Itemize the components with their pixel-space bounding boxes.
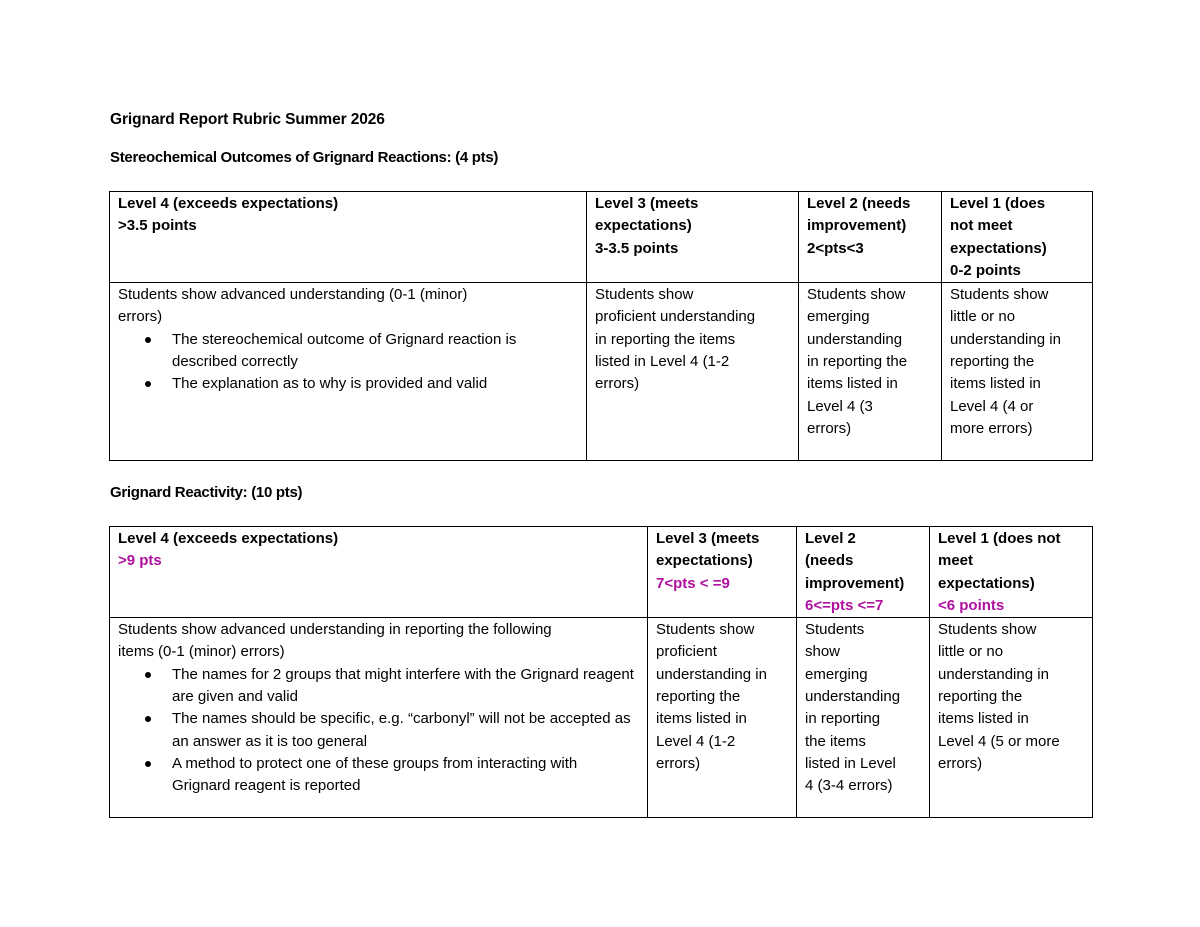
header-level-3 bbox=[648, 527, 797, 618]
criteria-text: Students show little or no understanding in reporting the items listed in Level 4 (4 or more errors) bbox=[950, 286, 1061, 437]
criteria-level-2 bbox=[797, 618, 930, 818]
header-row bbox=[110, 527, 1093, 618]
header-level-3 bbox=[587, 192, 799, 283]
document-title: Grignard Report Rubric Summer 2026 bbox=[110, 111, 385, 128]
level-label: Level 3 (meets expectations) bbox=[656, 530, 760, 570]
criteria-text: Students show emerging understanding in reporting the items listed in Level 4 (3-4 errors) bbox=[805, 621, 901, 795]
level-label: Level 4 (exceeds expectations) bbox=[118, 195, 339, 212]
section-heading-stereochemical: Stereochemical Outcomes of Grignard Reactions: (4 pts) bbox=[110, 149, 499, 166]
rubric-table-stereochemical bbox=[109, 191, 1093, 461]
criteria-list bbox=[118, 329, 578, 396]
level-label: Level 2 (needs improvement) bbox=[805, 530, 905, 592]
criteria-text: Students show emerging understanding in reporting the items listed in Level 4 (3 errors) bbox=[807, 286, 908, 437]
criteria-level-1 bbox=[942, 283, 1093, 461]
criteria-level-3 bbox=[587, 283, 799, 461]
rubric-table-reactivity bbox=[109, 526, 1093, 818]
header-level-2 bbox=[797, 527, 930, 618]
criteria-level-2 bbox=[799, 283, 942, 461]
criteria-intro: Students show advanced understanding in reporting the following items (0-1 (minor) errors) bbox=[118, 621, 552, 661]
header-level-1 bbox=[930, 527, 1093, 618]
criteria-list bbox=[118, 664, 639, 798]
criteria-text: Students show little or no understanding in reporting the items listed in Level 4 (5 or more errors) bbox=[938, 621, 1060, 772]
criteria-item: The names should be specific, e.g. “carbonyl” will not be accepted as an answer as it is too general bbox=[172, 708, 639, 753]
header-level-4 bbox=[110, 192, 587, 283]
criteria-intro: Students show advanced understanding (0-1 (minor) errors) bbox=[118, 286, 468, 326]
level-label: Level 4 (exceeds expectations) bbox=[118, 530, 339, 547]
points-label: >3.5 points bbox=[118, 217, 197, 235]
points-label: 2<pts<3 bbox=[807, 239, 864, 257]
header-level-2 bbox=[799, 192, 942, 283]
criteria-item: The stereochemical outcome of Grignard reaction is described correctly bbox=[172, 329, 578, 374]
criteria-item: The explanation as to why is provided and valid bbox=[172, 373, 578, 395]
criteria-level-4 bbox=[110, 283, 587, 461]
header-row bbox=[110, 192, 1093, 283]
criteria-item: The names for 2 groups that might interfere with the Grignard reagent are given and valid bbox=[172, 664, 639, 709]
criteria-item: A method to protect one of these groups from interacting with Grignard reagent is reported bbox=[172, 753, 639, 798]
level-label: Level 1 (does not meet expectations) bbox=[938, 530, 1061, 592]
section-heading-reactivity: Grignard Reactivity: (10 pts) bbox=[110, 484, 303, 501]
level-label: Level 1 (does not meet expectations) bbox=[950, 195, 1047, 257]
points-label: 3-3.5 points bbox=[595, 239, 679, 257]
points-label: 6<=pts <=7 bbox=[805, 596, 884, 614]
points-label: <6 points bbox=[938, 596, 1005, 614]
criteria-text: Students show proficient understanding in reporting the items listed in Level 4 (1-2 errors) bbox=[595, 286, 756, 393]
points-label: 0-2 points bbox=[950, 261, 1021, 279]
criteria-level-1 bbox=[930, 618, 1093, 818]
criteria-row bbox=[110, 618, 1093, 818]
points-label: 7<pts < =9 bbox=[656, 574, 730, 592]
criteria-text: Students show proficient understanding in reporting the items listed in Level 4 (1-2 errors) bbox=[656, 621, 767, 772]
criteria-level-4 bbox=[110, 618, 648, 818]
level-label: Level 2 (needs improvement) bbox=[807, 195, 911, 235]
criteria-level-3 bbox=[648, 618, 797, 818]
criteria-row bbox=[110, 283, 1093, 461]
header-level-4 bbox=[110, 527, 648, 618]
level-label: Level 3 (meets expectations) bbox=[595, 195, 699, 235]
header-level-1 bbox=[942, 192, 1093, 283]
points-label: >9 pts bbox=[118, 552, 162, 570]
